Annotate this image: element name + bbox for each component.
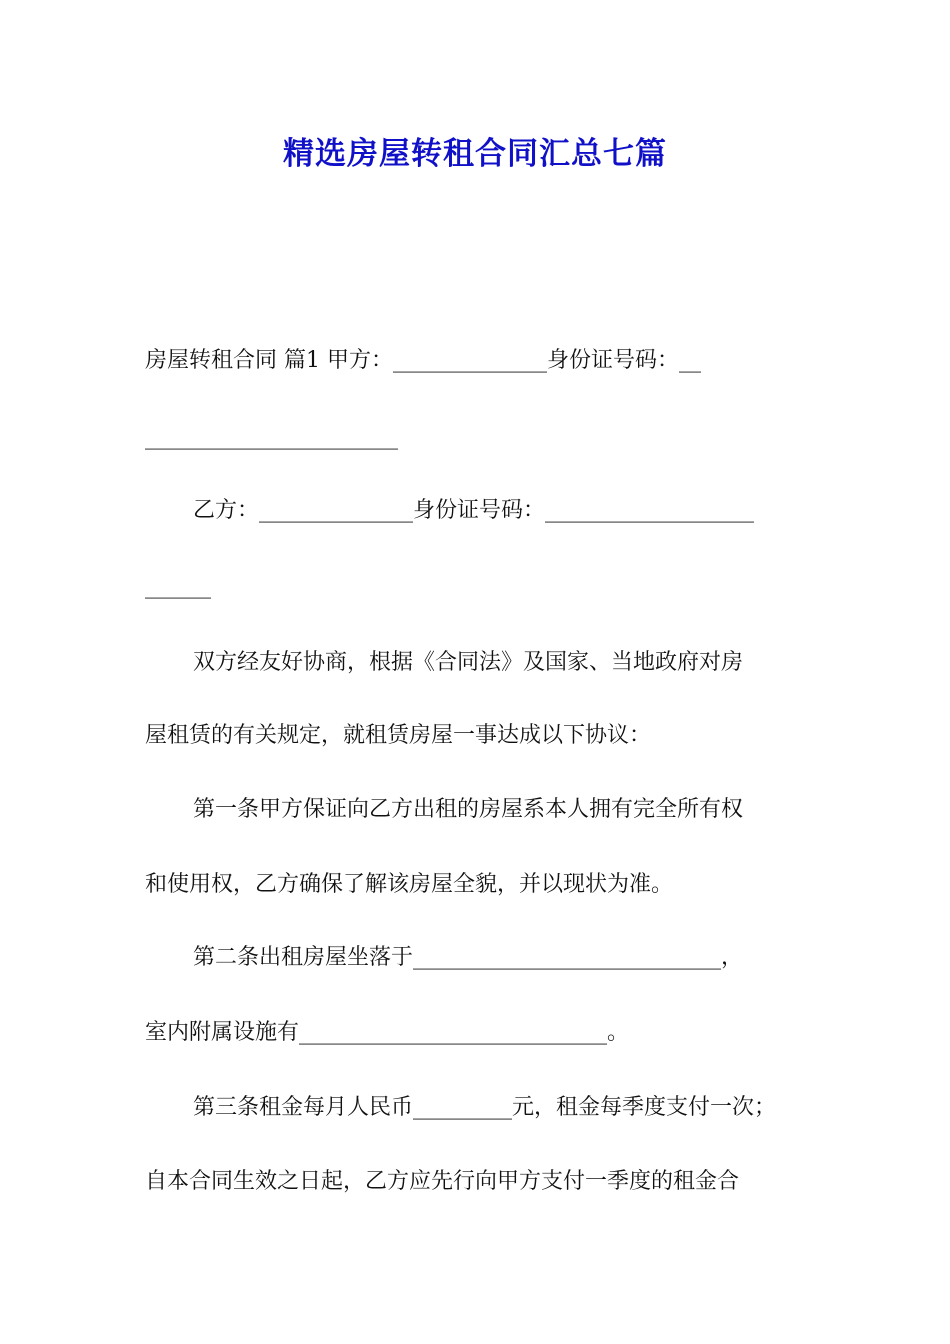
paragraph-intro-line-1: 双方经友好协商，根据《合同法》及国家、当地政府对房 <box>193 650 744 675</box>
article-3-line-2: 自本合同生效之日起，乙方应先行向甲方支付一季度的租金合 <box>145 1169 740 1194</box>
contract-header-line: 房屋转租合同 篇1 甲方：______________身份证号码：__ <box>145 348 701 373</box>
paragraph-intro-line-2: 屋租赁的有关规定，就租赁房屋一事达成以下协议： <box>145 723 652 748</box>
document-title: 精选房屋转租合同汇总七篇 <box>283 136 667 172</box>
article-3-line-1: 第三条租金每月人民币_________元，租金每季度支付一次； <box>193 1095 777 1120</box>
article-2-line-2: 室内附属设施有____________________________。 <box>145 1020 630 1045</box>
article-2-line-1: 第二条出租房屋坐落于____________________________， <box>193 945 744 970</box>
article-1-line-2: 和使用权，乙方确保了解该房屋全貌，并以现状为准。 <box>145 872 674 897</box>
id-blank-continuation: _______________________ <box>145 425 398 450</box>
party-b-line: 乙方：______________身份证号码：___________________ <box>193 498 755 523</box>
party-b-blank-continuation: ______ <box>145 574 211 599</box>
article-1-line-1: 第一条甲方保证向乙方出租的房屋系本人拥有完全所有权 <box>193 797 744 822</box>
